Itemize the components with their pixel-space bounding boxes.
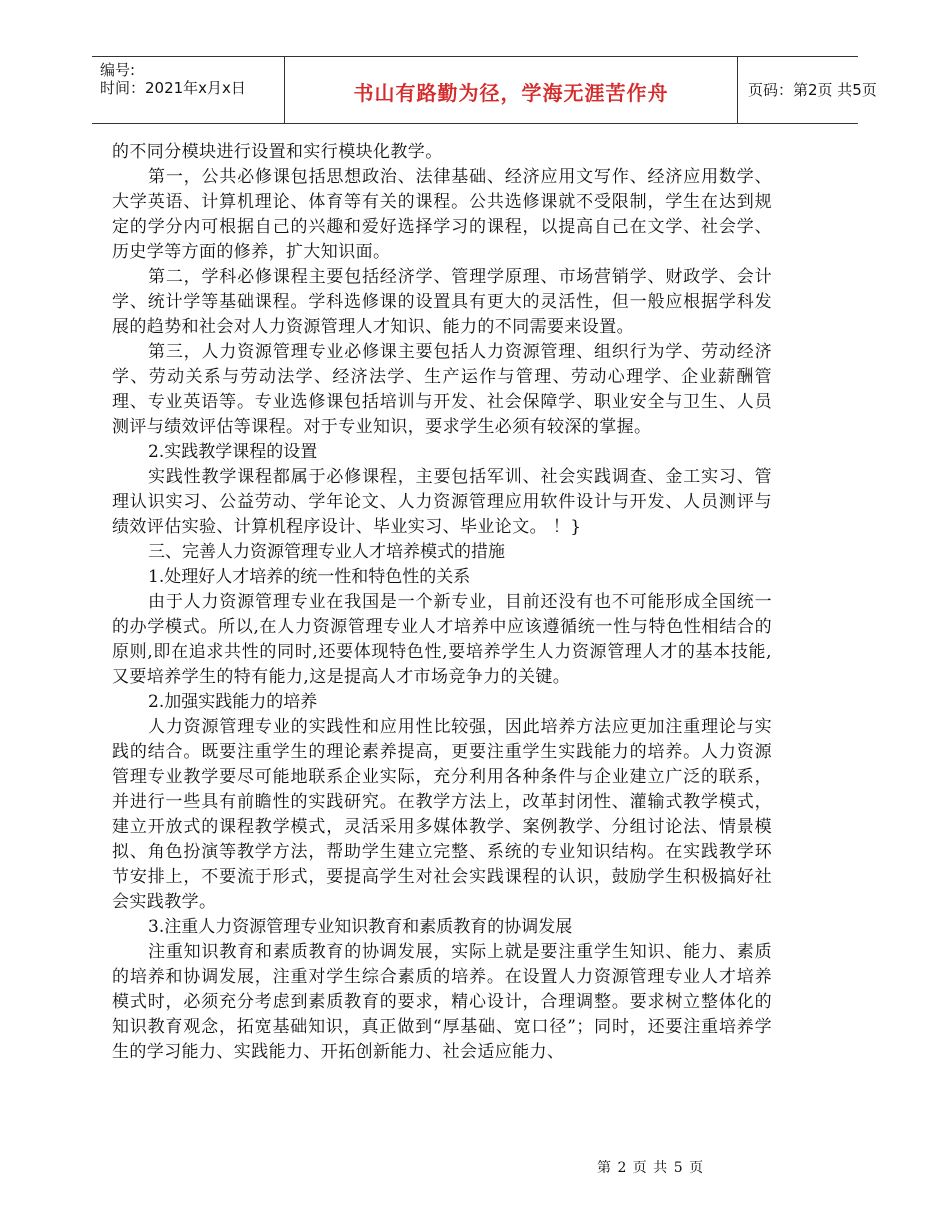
document-body [112, 140, 772, 1065]
paragraph-public-courses: 第一，公共必修课包括思想政治、法律基础、经济应用文写作、经济应用数学、大学英语、计算机理论、体育等有关的课程。公共选修课就不受限制，学生在达到规定的学分内可根据自己的兴趣和爱好选择学习的课程，以提高自己在文学、社会学、历史学等方面的修养，扩大知识面。 [112, 167, 772, 262]
paragraph-knowledge-quality: 注重知识教育和素质教育的协调发展，实际上就是要注重学生知识、能力、素质的培养和协调发展，注重对学生综合素质的培养。在设置人力资源管理专业人才培养模式时，必须充分考虑到素质教育的要求，精心设计，合理调整。要求树立整体化的知识教育观念，拓宽基础知识，真正做到“厚基础、宽口径”；同时，还要注重培养学生的学习能力、实践能力、开拓创新能力、社会适应能力、 [112, 942, 772, 1062]
paragraph-practice-ability: 人力资源管理专业的实践性和应用性比较强，因此培养方法应更加注重理论与实践的结合。既要注重学生的理论素养提高，更要注重学生实践能力的培养。人力资源管理专业教学要尽可能地联系企业实际，充分利用各种条件与企业建立广泛的联系，并进行一些具有前瞻性的实践研究。在教学方法上，改革封闭性、灌输式教学模式，建立开放式的课程教学模式，灵活采用多媒体教学、案例教学、分组讨论法、情景模拟、角色扮演等教学方法，帮助学生建立完整、系统的专业知识结构。在实践教学环节安排上，不要流于形式，要提高学生对社会实践课程的认识，鼓励学生积极搞好社会实践教学。 [112, 717, 772, 912]
heading-practice-courses: 2.实践教学课程的设置 [148, 442, 318, 462]
header-page-number: 页码：第2页 共5页 [748, 81, 877, 99]
header-center-cell [285, 57, 738, 123]
heading-knowledge-quality: 3.注重人力资源管理专业知识教育和素质教育的协调发展 [148, 917, 573, 937]
header-right-cell [738, 57, 877, 123]
header-left-cell [92, 57, 285, 123]
paragraph-practice-courses: 实践性教学课程都属于必修课程，主要包括军训、社会实践调查、金工实习、管理认识实习、公益劳动、学年论文、人力资源管理应用软件设计与开发、人员测评与绩效评估实验、计算机程序设计、毕业实习、毕业论文。 ！} [112, 467, 772, 537]
paragraph-unity-specialty: 由于人力资源管理专业在我国是一个新专业，目前还没有也不可能形成全国统一的办学模式。所以,在人力资源管理专业人才培养中应该遵循统一性与特色性相结合的原则,即在追求共性的同时,还要体现特色性,要培养学生人力资源管理人才的基本技能,又要培养学生的特有能力,这是提高人才市场竞争力的关键。 [112, 592, 772, 687]
heading-section-three: 三、完善人力资源管理专业人才培养模式的措施 [148, 542, 505, 562]
header-motto: 书山有路勤为径，学海无涯苦作舟 [353, 81, 669, 105]
header-table [92, 56, 877, 124]
footer-page-number: 第 2 页 共 5 页 [597, 1160, 705, 1176]
heading-unity-specialty: 1.处理好人才培养的统一性和特色性的关系 [148, 567, 471, 587]
document-date-label: 时间：2021年x月x日 [100, 79, 246, 97]
document-number-label: 编号: [100, 61, 136, 79]
paragraph-continuation: 的不同分模块进行设置和实行模块化教学。 [112, 142, 443, 162]
paragraph-discipline-courses: 第二，学科必修课程主要包括经济学、管理学原理、市场营销学、财政学、会计学、统计学等基础课程。学科选修课的设置具有更大的灵活性，但一般应根据学科发展的趋势和社会对人力资源管理人才知识、能力的不同需要来设置。 [112, 267, 772, 337]
heading-practice-ability: 2.加强实践能力的培养 [148, 692, 318, 712]
paragraph-major-courses: 第三，人力资源管理专业必修课主要包括人力资源管理、组织行为学、劳动经济学、劳动关系与劳动法学、经济法学、生产运作与管理、劳动心理学、企业薪酬管理、专业英语等。专业选修课包括培训与开发、社会保障学、职业安全与卫生、人员测评与绩效评估等课程。对于专业知识，要求学生必须有较深的掌握。 [112, 342, 772, 437]
